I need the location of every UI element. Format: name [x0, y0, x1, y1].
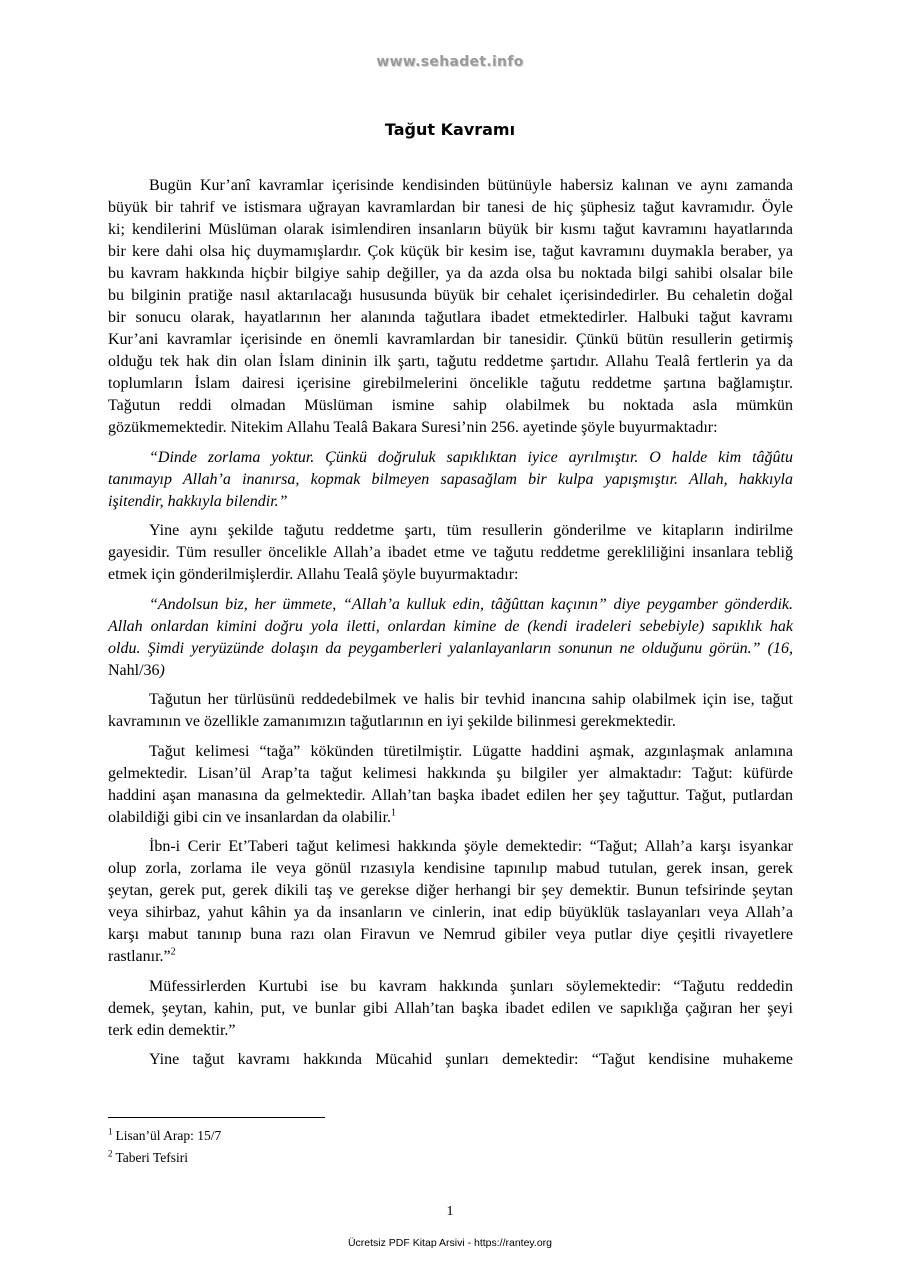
text-line: işitendir, hakkıyla bilendir.” — [108, 492, 288, 510]
text-line: şeytan, gerek put, gerek dikili taş ve gerekse diğer herhangi bir şey demektir. Bunun tefsirinde şeytan — [108, 882, 793, 899]
paragraph — [108, 976, 793, 1042]
text-line: demek, şeytan, kahin, put, ve bunlar gibi Allah’tan başka ibadet edilen ve sapıklığa çağıran her şeyi — [108, 999, 793, 1017]
footnote-item — [108, 1125, 793, 1147]
text-line: Yine aynı şekilde tağutu reddetme şartı, tüm resullerin gönderilme ve kitapların indirilme — [149, 522, 793, 539]
text-line: kavramının ve özellikle zamanımızın tağutlarının en iyi şekilde bilinmesi gerekmektedir. — [108, 713, 676, 730]
text-line: Tağutun reddi olmadan Müslüman ismine sahip olabilmek bu noktada asla mümkün — [108, 397, 793, 414]
text-line: tanımayıp Allah’a inanırsa, kopmak bilmeyen sapasağlam bir kulpa yapışmıştır. Allah, hakkıyla — [108, 470, 793, 488]
text-segment: rastlanır.” — [108, 948, 171, 965]
text-line: veya sihirbaz, yahut kâhin ya da insanların ve cinlerin, inat edip büyüklük taslayanları veya Allah’a — [108, 904, 793, 921]
footnotes — [108, 1125, 793, 1169]
paragraph — [108, 1049, 793, 1071]
text-line — [108, 660, 793, 682]
text-line: oldu. Şimdi yeryüzünde dolaşın da peygamberleri yalanlayanların sonunun ne olduğunu görün.” (16, — [108, 639, 793, 657]
page-footer: Ücretsiz PDF Kitap Arsivi - https://rantey.org — [347, 1237, 553, 1249]
footnote-text: Lisan’ül Arap: 15/7 — [115, 1128, 222, 1143]
text-line: Allah onlardan kimini doğru yola iletti, onlardan kimine de (kendi iradeleri sebebiyle) sapıklık hak — [108, 617, 793, 635]
text-line: terk edin demektir.” — [108, 1021, 236, 1039]
text-line: bu bilginin pratiğe nasıl aktarılacağı hususunda büyük bir cehalet içerisindedirler. Bu cehaletin doğal — [108, 287, 793, 304]
paragraph — [108, 447, 793, 513]
text-line — [108, 807, 793, 829]
text-line: haddini aşan manasına da gelmektedir. Allah’tan başka ibadet edilen her şey tağuttur. Tağut, putlardan — [108, 786, 793, 804]
text-segment: Nahl/36 — [108, 661, 160, 679]
paragraph — [108, 689, 793, 733]
text-line: bir kere dahi olsa hiç duymamışlardır. Çok küçük bir kesim ise, tağut kavramını duymakla beraber, ya — [108, 243, 793, 260]
text-segment: ) — [159, 661, 165, 679]
text-line: gelmektedir. Lisan’ül Arap’ta tağut kelimesi hakkında şu bilgiler yer almaktadır: Tağut: küfürde — [108, 764, 793, 782]
text-line: Tağutun her türlüsünü reddedebilmek ve halis bir tevhid inancına sahip olabilmek için ise, tağut — [149, 691, 793, 708]
text-line: “Andolsun biz, her ümmete, “Allah’a kulluk edin, tâğûttan kaçının” diye peygamber gönderdik. — [149, 595, 793, 613]
text-line: Yine tağut kavramı hakkında Mücahid şunları demektedir: “Tağut kendisine muhakeme — [149, 1051, 793, 1068]
page-number: 1 — [446, 1204, 454, 1219]
text-line: büyük bir tahrif ve istismara uğrayan kavramlardan bir tanesi de hiç şüphesiz tağut kavramıdır. Öyle — [108, 199, 793, 216]
footnote-mark: 1 — [108, 1126, 113, 1137]
text-line: Müfessirlerden Kurtubi ise bu kavram hakkında şunları söylemektedir: “Tağutu reddedin — [149, 977, 793, 995]
paragraph — [108, 594, 793, 682]
text-line: “Dinde zorlama yoktur. Çünkü doğruluk sapıklıktan iyice ayrılmıştır. O halde kim tâğûtu — [149, 448, 793, 466]
paragraph — [108, 741, 793, 829]
footnote-text: Taberi Tefsiri — [115, 1150, 188, 1165]
text-line — [108, 946, 793, 968]
text-line: Tağut kelimesi “tağa” kökünden türetilmiştir. Lügatte haddini aşmak, azgınlaşmak anlamına — [149, 742, 793, 760]
text-line: etmek için gönderilmişlerdir. Allahu Tealâ şöyle buyurmaktadır: — [108, 566, 519, 583]
page-title: Tağut Kavramı — [384, 120, 516, 139]
paragraph — [108, 175, 793, 439]
paragraph — [108, 836, 793, 968]
text-line: olup zorla, zorlama ile veya gönül rızasıyla kendisine tapınılıp mabud tutulan, gerek insan, gerek — [108, 860, 793, 877]
text-line: İbn-i Cerir Et’Taberi tağut kelimesi hakkında şöyle demektedir: “Tağut; Allah’a karşı isyankar — [149, 838, 793, 855]
site-watermark: www.sehadet.info — [376, 54, 524, 70]
footnote-ref[interactable]: 1 — [391, 807, 397, 819]
footnote-separator — [108, 1117, 325, 1118]
text-line: Bugün Kur’anî kavramlar içerisinde kendisinden bütünüyle habersiz kalınan ve aynı zamanda — [149, 177, 793, 194]
text-line: bir sonucu olarak, hayatlarının her alanında tağutlara ibadet etmektedirler. Halbuki tağut kavramı — [108, 309, 793, 326]
text-line: Kur’ani kavramlar içerisinde en önemli kavramlardan bir tanesidir. Çünkü bütün resullerin getirmiş — [108, 331, 793, 348]
text-line: olduğu tek hak din olan İslam dininin ilk şartı, tağutu reddetme şartıdır. Allahu Tealâ fertlerin ya da — [108, 353, 793, 370]
body-text — [108, 175, 793, 1071]
text-line: karşı mabut tanınıp buna razı olan Firavun ve Nemrud gibiler veya putlar diye çeşitli rivayetlere — [108, 926, 793, 943]
text-line: ki; kendilerini Müslüman olarak isimlendiren insanların büyük bir kısmı tağut kavramını hayatlarında — [108, 221, 793, 238]
footnote-ref[interactable]: 2 — [170, 946, 176, 958]
paragraph — [108, 520, 793, 586]
text-line: gayesidir. Tüm resuller öncelikle Allah’a ibadet etme ve tağutu reddetme gerekliliğini insanlara tebliğ — [108, 544, 793, 561]
footnote-mark: 2 — [108, 1148, 113, 1159]
text-line: toplumların İslam dairesi içerisine girebilmelerini öncelikle tağutu reddetme şartına bağlamıştır. — [108, 375, 793, 392]
text-segment: olabildiği gibi cin ve insanlardan da olabilir. — [108, 808, 392, 826]
text-line: bu kavram hakkında hiçbir bilgiye sahip değiller, ya da azda olsa bu noktada bilgi sahibi olsalar bile — [108, 265, 793, 282]
footnote-item — [108, 1147, 793, 1169]
text-line: gözükmemektedir. Nitekim Allahu Tealâ Bakara Suresi’nin 256. ayetinde şöyle buyurmaktadır: — [108, 419, 718, 436]
